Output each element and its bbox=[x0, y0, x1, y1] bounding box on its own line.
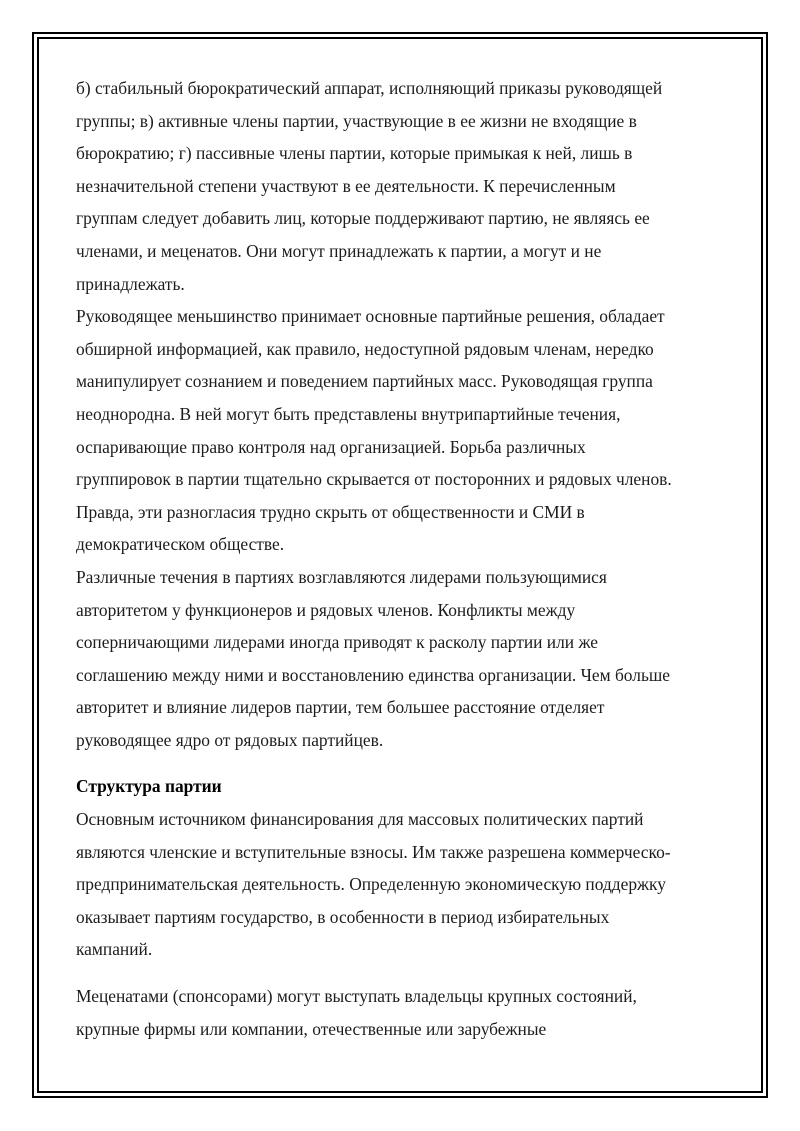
text-line: манипулирует сознанием и поведением партийных масс. Руководящая группа bbox=[76, 371, 653, 392]
text-line: группы; в) активные члены партии, участвующие в ее жизни не входящие в bbox=[76, 110, 637, 131]
text-line: членами, и меценатов. Они могут принадлежать к партии, а могут и не bbox=[76, 240, 602, 261]
text-line: предпринимательская деятельность. Определенную экономическую поддержку bbox=[76, 874, 666, 895]
text-line: оспаривающие право контроля над организацией. Борьба различных bbox=[76, 436, 586, 457]
text-line: неоднородна. В ней могут быть представлены внутрипартийные течения, bbox=[76, 403, 621, 424]
paragraph-party-currents bbox=[76, 561, 732, 757]
text-line: авторитетом у функционеров и рядовых членов. Конфликты между bbox=[76, 599, 576, 620]
paragraph-sponsors bbox=[76, 980, 732, 1045]
text-line: авторитет и влияние лидеров партии, тем большее расстояние отделяет bbox=[76, 697, 605, 718]
text-line: незначительной степени участвуют в ее деятельности. К перечисленным bbox=[76, 175, 616, 196]
paragraph-party-groups bbox=[76, 72, 732, 300]
text-line: оказывает партиям государство, в особенности в период избирательных bbox=[76, 906, 610, 927]
document-body bbox=[76, 72, 732, 1045]
text-line: демократическом обществе. bbox=[76, 534, 285, 555]
text-line: б) стабильный бюрократический аппарат, исполняющий приказы руководящей bbox=[76, 78, 663, 98]
text-line: Различные течения в партиях возглавляются лидерами пользующимися bbox=[76, 566, 607, 587]
text-line: Правда, эти разногласия трудно скрыть от общественности и СМИ в bbox=[76, 501, 585, 522]
text-line: являются членские и вступительные взносы. Им также разрешена коммерческо- bbox=[76, 841, 671, 862]
text-line: группировок в партии тщательно скрывается от посторонних и рядовых членов. bbox=[76, 469, 672, 490]
text-line: Основным источником финансирования для массовых политических партий bbox=[76, 809, 644, 830]
section-heading: Структура партии bbox=[76, 776, 222, 797]
text-line: группам следует добавить лиц, которые поддерживают партию, не являясь ее bbox=[76, 208, 650, 229]
text-line: принадлежать. bbox=[76, 273, 185, 294]
text-line: Руководящее меньшинство принимает основные партийные решения, обладает bbox=[76, 306, 665, 327]
text-line: обширной информацией, как правило, недоступной рядовым членам, нередко bbox=[76, 338, 654, 359]
text-line: соглашению между ними и восстановлению единства организации. Чем больше bbox=[76, 664, 670, 685]
text-line: бюрократию; г) пассивные члены партии, которые примыкая к ней, лишь в bbox=[76, 143, 633, 164]
text-line: кампаний. bbox=[76, 939, 153, 960]
text-line: соперничающими лидерами иногда приводят к расколу партии или же bbox=[76, 632, 598, 653]
text-line: руководящее ядро от рядовых партийцев. bbox=[76, 729, 384, 750]
paragraph-leading-minority bbox=[76, 300, 732, 561]
text-line: Меценатами (спонсорами) могут выступать владельцы крупных состояний, bbox=[76, 986, 637, 1007]
paragraph-financing bbox=[76, 803, 732, 966]
text-line: крупные фирмы или компании, отечественные или зарубежные bbox=[76, 1018, 547, 1039]
